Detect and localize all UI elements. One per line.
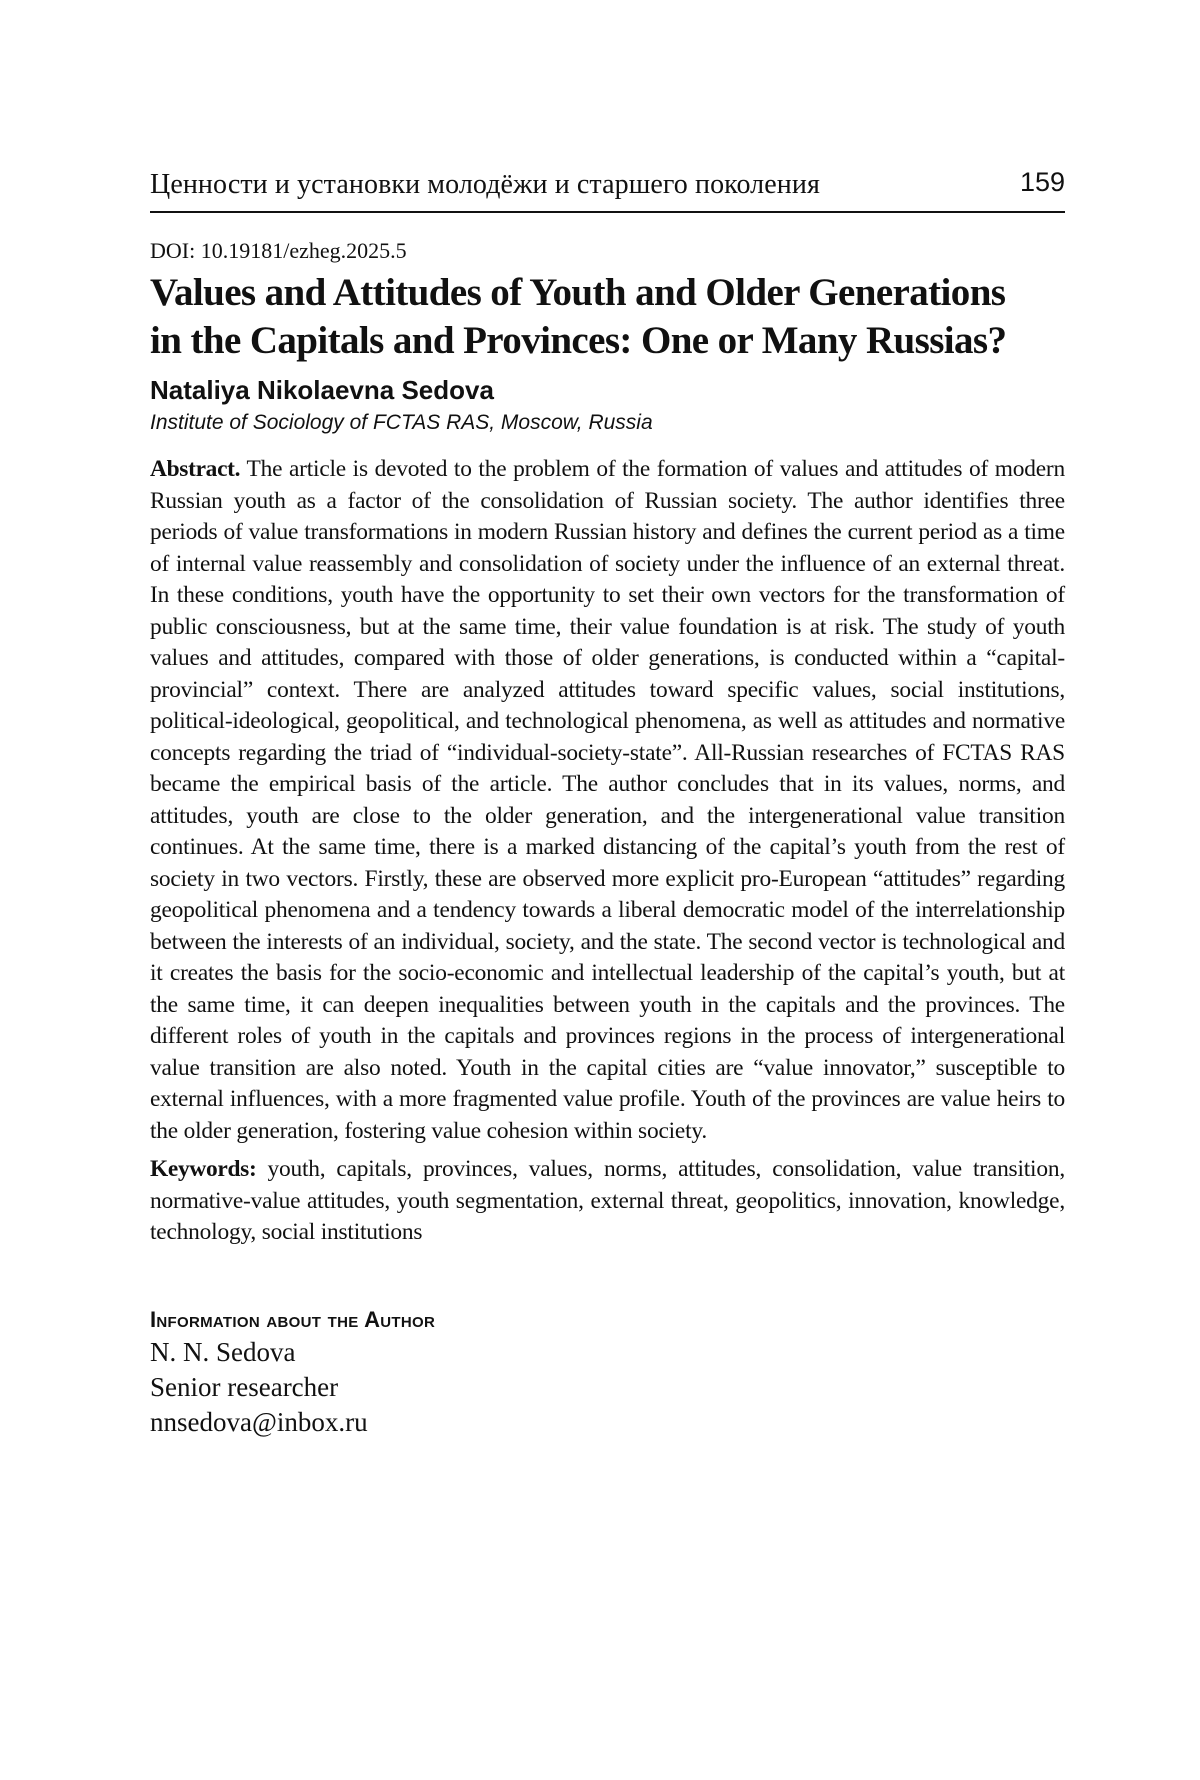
author-info-heading: Information about the Author	[150, 1306, 436, 1332]
author-info-position: Senior researcher	[150, 1371, 339, 1402]
author-affiliation: Institute of Sociology of FCTAS RAS, Moscow, Russia	[150, 411, 653, 434]
abstract	[150, 454, 1065, 1147]
keywords-text: youth, capitals, provinces, values, norms, attitudes, consolidation, value transition, normative-value attitudes, youth segmentation, external threat, geopolitics, innovation, knowledge, technology, social institutions	[150, 1156, 1065, 1245]
title-line-2: in the Capitals and Provinces: One or Many Russias?	[150, 319, 1007, 362]
keywords	[150, 1154, 1065, 1249]
author-info-section	[150, 1305, 1065, 1440]
page-number: 159	[1019, 167, 1065, 197]
abstract-label: Abstract.	[150, 456, 241, 482]
doi: DOI: 10.19181/ezheg.2025.5	[150, 238, 407, 263]
title-line-1: Values and Attitudes of Youth and Older Generations	[150, 271, 1006, 314]
running-header	[150, 165, 1065, 213]
abstract-text: The article is devoted to the problem of the formation of values and attitudes of modern Russian youth as a factor of the consolidation of Russian society. The author identifies three periods of value transformations in modern Russian history and defines the current period as a time of internal value reassembly and consolidation of society under the influence of an external threat. In these conditions, youth have the opportunity to set their own vectors for the transformation of public consciousness, but at the same time, their value foundation is at risk. The study of youth values and attitudes, compared with those of older generations, is conducted within a “capital-provincial” context. There are analyzed attitudes toward specific values, social institutions, political-ideological, geopolitical, and technological phenomena, as well as attitudes and normative concepts regarding the triad of “individual-society-state”. All-Russian researches of FCTAS RAS became the empirical basis of the article. The author concludes that in its values, norms, and attitudes, youth are close to the older generation, and the intergenerational value transition continues. At the same time, there is a marked distancing of the capital’s youth from the rest of society in two vectors. Firstly, these are observed more explicit pro-European “attitudes” regarding geopolitical phenomena and a tendency towards a liberal democratic model of the interrelationship between the interests of an individual, society, and the state. The second vector is technological and it creates the basis for the socio-economic and intellectual leadership of the capital’s youth, but at the same time, it can deepen inequalities between youth in the capitals and the provinces. The different roles of youth in the capitals and provinces regions in the process of intergenerational value transition are also noted. Youth in the capital cities are “value innovator,” susceptible to external influences, with a more fragmented value profile. Youth of the provinces are value heirs to the older generation, fostering value cohesion within society.	[150, 456, 1065, 1144]
author-info-name: N. N. Sedova	[150, 1336, 296, 1367]
author-name: Nataliya Nikolaevna Sedova	[150, 375, 494, 405]
article-title	[150, 269, 1065, 365]
author-email: nnsedova@inbox.ru	[150, 1406, 368, 1437]
running-title: Ценности и установки молодёжи и старшего поколения	[150, 169, 820, 200]
article-content	[150, 238, 1065, 1440]
keywords-label: Keywords:	[150, 1156, 257, 1182]
